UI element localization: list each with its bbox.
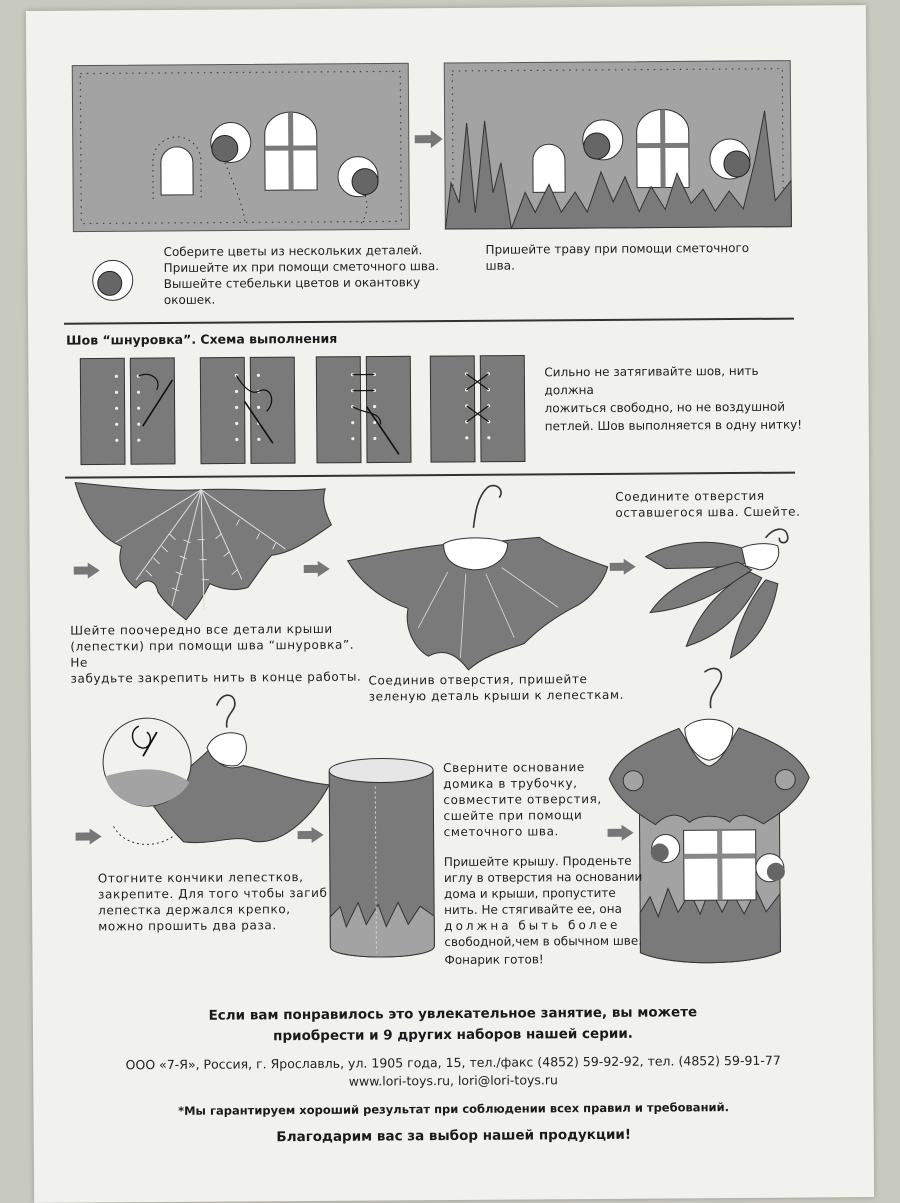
joined-petals-illustration [645,508,796,659]
step-flowers-line: Соберите цветы из нескольких деталей. [163,242,453,260]
step-sew-petals-text [70,621,370,687]
step-roll-base-text [443,759,624,840]
step-join-holes-line: Соедините отверстия [615,487,815,504]
arrow-icon [415,130,443,148]
arrow-icon [76,828,102,844]
footer-web: www.lori-toys.ru, lori@lori-toys.ru [33,1069,873,1093]
footer-promo [33,1001,873,1049]
arrow-icon [298,827,324,843]
lacing-note [544,362,804,436]
felt-panel-flowers-illustration [72,63,413,235]
step-roll-base-line: сшейте при помощи [443,807,623,824]
step-flowers-text [163,242,453,308]
lacing-note-line: петлей. Шов выполняется в одну нитку! [545,416,805,436]
step-fold-tips-text [98,869,338,935]
step-roll-base-line: Сверните основание [443,759,623,776]
arrow-icon [610,559,636,575]
step-flowers-line: Вышейте стебельки цветов и окантовку [164,274,454,292]
arrow-icon [74,562,100,578]
roof-with-hanger-illustration [347,477,608,679]
step-sew-roof-line: свободной,чем в обычном шве. [444,933,644,950]
lacing-diagram [80,353,551,468]
step-roll-base-line: сметочного шва. [444,823,624,840]
step-flowers-line: Пришейте их при помощи сметочного шва. [164,258,454,276]
footer-thanks: Благодарим вас за выбор нашей продукции! [34,1125,874,1147]
step-sew-petals-line: (лепестки) при помощи шва “шнуровка”. Не [70,637,370,671]
step-sew-petals-line: забудьте закрепить нить в конце работы. [70,669,370,687]
step-grass-line: шва. [486,256,786,274]
step-sew-roof-line: Пришейте крышу. Проденьте [444,853,644,870]
footer-address: ООО «7-Я», Россия, г. Ярославль, ул. 1905 года, 15, тел./факс (4852) 59-92-92, тел. (4852) 59-91-77 [33,1051,873,1075]
step-fold-tips-line: закрепите. Для того чтобы загиб [98,885,338,903]
footer-promo-line: Если вам понравилось это увлекательное занятие, вы можете [33,1001,873,1028]
done-text: Фонарик готов! [444,951,543,968]
step-join-holes-text [615,487,815,520]
step-flowers-line: окошек. [164,290,454,308]
footer-guarantee: *Мы гарантируем хороший результат при соблюдении всех правил и требований. [33,1099,873,1119]
step-join-holes-line: оставшегося шва. Сшейте. [615,503,815,520]
footer-contacts [33,1051,873,1093]
step-sew-roof-line: иглу в отверстия на основании [444,869,644,886]
step-attach-green-line: Соединив отверстия, пришейте [368,671,628,689]
felt-panel-grass-illustration [444,61,795,233]
divider [64,318,794,325]
step-sew-roof-text [444,853,645,950]
instruction-sheet [26,5,874,1203]
step-sew-roof-line: должна быть более [444,917,644,934]
step-attach-green-text [368,671,628,705]
lacing-note-line: ложиться свободно, но не воздушной [545,398,805,418]
flower-icon [90,257,136,303]
step-sew-roof-line: дома и крыши, пропустите [444,885,644,902]
rolled-base-illustration [327,756,436,963]
step-roll-base-line: домика в трубочку, [443,775,623,792]
step-attach-green-line: зеленую деталь крыши к лепесткам. [369,687,629,705]
arrow-icon [304,561,330,577]
step-grass-text [485,240,785,274]
roof-petals-illustration [75,479,336,626]
lacing-note-line: Сильно не затягивайте шов, нить должна [544,362,804,400]
step-roll-base-line: совместите отверстия, [443,791,623,808]
step-fold-tips-line: можно прошить два раза. [98,917,338,935]
footer-promo-line: приобрести и 9 других наборов нашей серии. [33,1022,873,1049]
step-sew-petals-line: Шейте поочередно все детали крыши [70,621,370,639]
step-fold-tips-line: Отогните кончики лепестков, [98,869,338,887]
step-sew-roof-line: нить. Не стягивайте ее, она [444,901,644,918]
step-grass-line: Пришейте траву при помощи сметочного [485,240,785,258]
step-fold-tips-line: лепестка держался крепко, [98,901,338,919]
lacing-title: Шов “шнуровка”. Схема выполнения [66,331,337,348]
